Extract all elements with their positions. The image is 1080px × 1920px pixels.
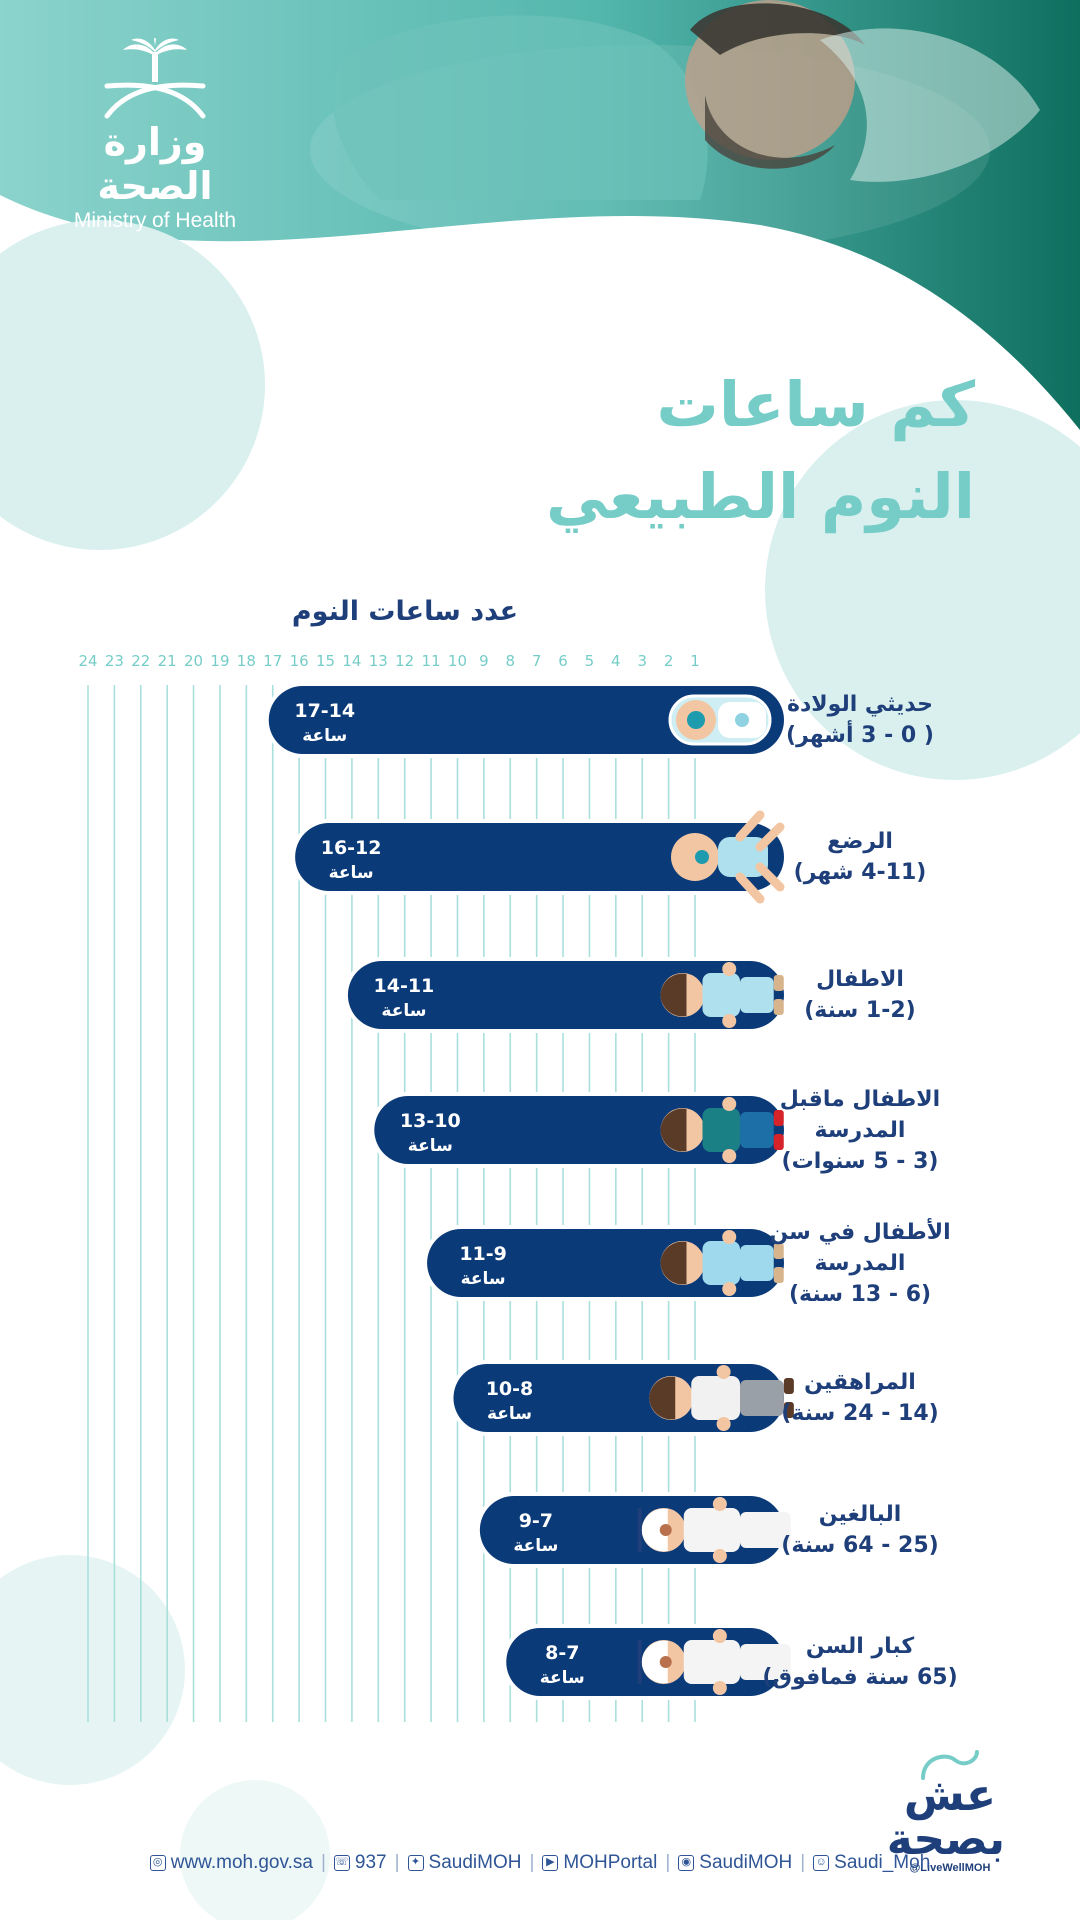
tick-label: 24: [78, 652, 98, 670]
tick-label: 16: [289, 652, 309, 670]
category-name: كبار السن: [805, 1634, 915, 1659]
category-name: الأطفال في سن المدرسة: [769, 1219, 951, 1276]
footer-link[interactable]: [542, 1852, 657, 1874]
bar-group: [344, 957, 788, 1033]
footer-link[interactable]: [150, 1852, 313, 1874]
tick-label: 7: [531, 652, 542, 670]
tick-label: 18: [236, 652, 256, 670]
tick-label: 2: [663, 652, 674, 670]
youtube-icon: ▶: [542, 1855, 558, 1871]
footer-link[interactable]: [678, 1852, 792, 1874]
bar-unit-label: ساعة: [328, 863, 374, 883]
bar-group: [449, 1360, 793, 1436]
footer-link-text: 937: [354, 1852, 387, 1873]
tick-label: 10: [447, 652, 468, 670]
tick-label: 19: [210, 652, 230, 670]
category-age-range: ( 0 - 3 أشهر): [786, 723, 934, 748]
instagram-icon: ◉: [678, 1855, 694, 1871]
category-name: حديثي الولادة: [787, 692, 933, 717]
tick-label: 21: [157, 652, 177, 670]
bar-value-label: 9-7: [518, 1510, 554, 1532]
category-name: الاطفال ماقبل المدرسة: [779, 1086, 941, 1143]
bar-group: [423, 1225, 788, 1301]
tick-label: 4: [611, 652, 621, 670]
category-label: [750, 1367, 970, 1429]
axis-title: عدد ساعات النوم: [291, 596, 519, 627]
logo-arabic-text: وزارة الصحة: [97, 120, 213, 208]
bar-unit-label: ساعة: [513, 1536, 559, 1556]
tick-label: 9: [479, 652, 489, 670]
bar-value-label: 13-10: [399, 1110, 461, 1132]
bar-group: [370, 1092, 788, 1168]
category-name: البالغين: [818, 1502, 902, 1527]
bar-value-label: 8-7: [545, 1642, 580, 1664]
tick-label: 22: [131, 652, 151, 670]
campaign-handle-arabic: عش بصحة: [886, 1770, 1005, 1865]
footer-link-text: SaudiMOH: [699, 1852, 793, 1873]
category-label: [750, 1631, 970, 1693]
page-title-line1: كم ساعات: [656, 368, 975, 441]
footer-contact-bar: [0, 1852, 1080, 1874]
footer-link-text: Saudi_Moh: [834, 1852, 931, 1873]
bar-value-label: 16-12: [320, 837, 382, 859]
tick-label: 3: [637, 652, 647, 670]
tick-label: 23: [104, 652, 124, 670]
footer-separator: |: [665, 1852, 671, 1873]
snapchat-icon: ☺: [813, 1855, 829, 1871]
category-label: [750, 1499, 970, 1561]
tick-label: 14: [342, 652, 362, 670]
footer-link-text: SaudiMOH: [428, 1852, 522, 1873]
tick-label: 11: [421, 652, 441, 670]
tick-label: 5: [584, 652, 595, 670]
bar-unit-label: ساعة: [460, 1269, 506, 1289]
category-label: [750, 1217, 970, 1310]
page-title-line2: النوم الطبيعي: [545, 460, 975, 533]
category-name: الرضع: [827, 829, 893, 854]
footer-link[interactable]: [813, 1852, 930, 1874]
logo-english-text: Ministry of Health: [73, 209, 237, 232]
bar-unit-label: ساعة: [302, 726, 348, 746]
tick-label: 17: [263, 652, 283, 670]
category-age-range: (3 - 5 سنوات): [781, 1148, 939, 1174]
tick-label: 20: [184, 652, 204, 670]
footer-link-text: www.moh.gov.sa: [170, 1852, 313, 1873]
tick-label: 6: [558, 652, 568, 670]
category-age-range: (4-11 شهر): [793, 860, 927, 885]
bar-unit-label: ساعة: [486, 1404, 532, 1424]
bar-value-label: 10-8: [485, 1378, 534, 1400]
campaign-tag: @LiveWellMOH: [909, 1862, 991, 1874]
category-age-range: (65 سنة فمافوق): [762, 1665, 958, 1690]
category-label: [750, 1084, 970, 1177]
phone-icon: ☏: [334, 1855, 350, 1871]
category-age-range: (25 - 64 سنة): [781, 1533, 939, 1558]
category-name: الاطفال: [816, 967, 904, 992]
category-age-range: (6 - 13 سنة): [788, 1281, 932, 1307]
footer-link[interactable]: [408, 1852, 522, 1874]
bar-value-label: 14-11: [373, 975, 435, 997]
category-label: [750, 689, 970, 751]
bar-group: [265, 682, 788, 758]
bar-unit-label: ساعة: [539, 1668, 585, 1688]
footer-link-text: MOHPortal: [563, 1852, 658, 1873]
footer-separator: |: [320, 1852, 326, 1873]
category-age-range: (14 - 24 سنة): [781, 1401, 939, 1426]
twitter-icon: ✦: [408, 1855, 424, 1871]
tick-label: 13: [368, 652, 388, 670]
tick-label: 12: [395, 652, 415, 670]
tick-label: 15: [315, 652, 336, 670]
footer-link[interactable]: [334, 1852, 387, 1874]
bar-value-label: 17-14: [294, 700, 356, 722]
category-label: [750, 964, 970, 1026]
tick-label: 1: [690, 652, 700, 670]
bar-unit-label: ساعة: [381, 1001, 427, 1021]
footer-separator: |: [800, 1852, 806, 1873]
category-label: [750, 826, 970, 888]
tick-label: 8: [505, 652, 516, 670]
bar-value-label: 11-9: [459, 1243, 507, 1265]
footer-separator: |: [529, 1852, 535, 1873]
category-name: المراهقين: [804, 1370, 916, 1395]
bar-group: [291, 815, 788, 899]
globe-icon: ◎: [150, 1855, 166, 1871]
footer-separator: |: [394, 1852, 400, 1873]
category-age-range: (1-2 سنة): [804, 998, 916, 1023]
bar-unit-label: ساعة: [407, 1136, 453, 1156]
